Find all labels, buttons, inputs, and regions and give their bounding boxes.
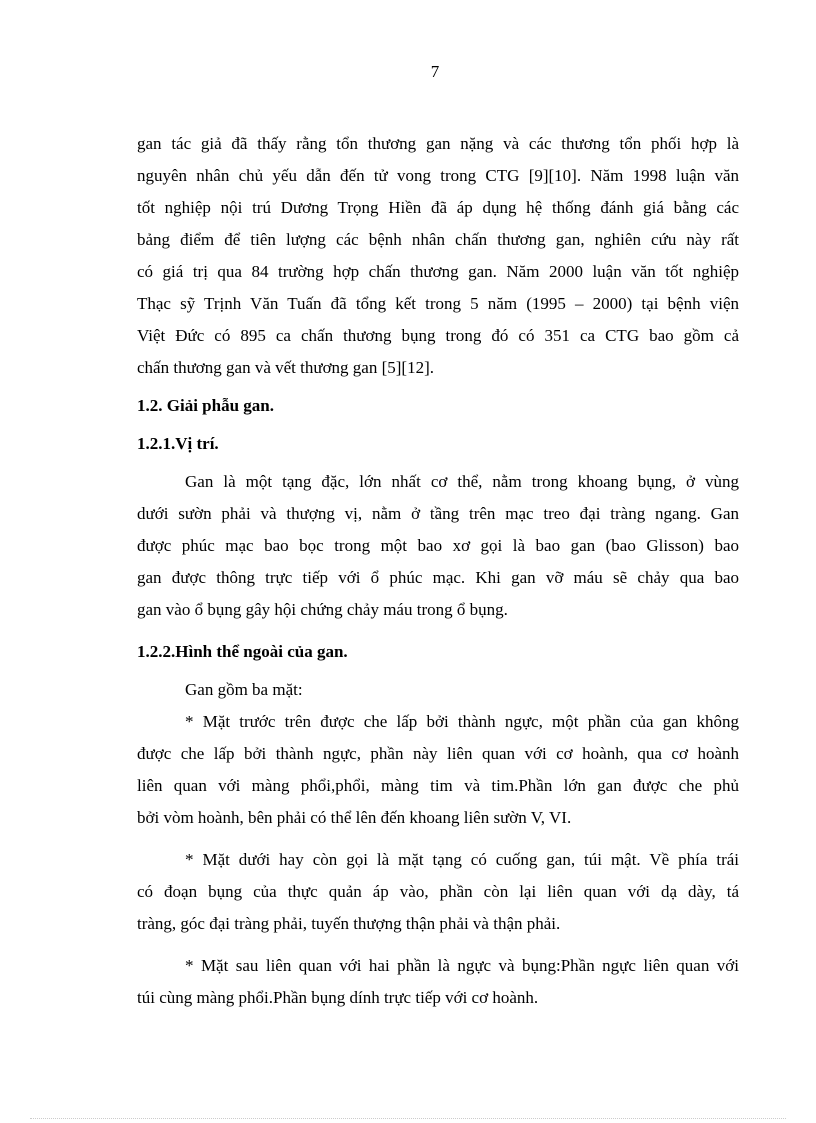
text-line: có giá trị qua 84 trường hợp chấn thương gan. Năm 2000 luận văn tốt nghiệp — [137, 262, 739, 281]
text-line: Việt Đức có 895 ca chấn thương bụng trong đó có 351 ca CTG bao gồm cả — [137, 326, 739, 345]
text-line: nguyên nhân chủ yếu dẫn đến tử vong trong CTG [9][10]. Năm 1998 luận văn — [137, 166, 739, 185]
text-line: liên quan với màng phổi,phổi, màng tim và tim.Phần lớn gan được che phủ — [137, 776, 739, 795]
text-line: Gan là một tạng đặc, lớn nhất cơ thể, nằm trong khoang bụng, ở vùng — [185, 472, 739, 491]
text-line: chấn thương gan và vết thương gan [5][12]. — [137, 358, 434, 377]
text-line: gan vào ổ bụng gây hội chứng chảy máu trong ổ bụng. — [137, 600, 508, 619]
footer-divider — [30, 1118, 786, 1119]
text-line: bảng điểm để tiên lượng các bệnh nhân chấn thương gan, nghiên cứu này rất — [137, 230, 739, 249]
text-line: * Mặt dưới hay còn gọi là mặt tạng có cuống gan, túi mật. Về phía trái — [185, 850, 739, 869]
text-line: tràng, góc đại tràng phải, tuyến thượng thận phải và thận phải. — [137, 914, 561, 933]
paragraph-intro: Gan gồm ba mặt: — [185, 680, 303, 699]
text-line: tốt nghiệp nội trú Dương Trọng Hiền đã áp dụng hệ thống đánh giá bằng các — [137, 198, 739, 217]
text-line: bởi vòm hoành, bên phải có thể lên đến khoang liên sườn V, VI. — [137, 808, 572, 827]
text-line: được che lấp bởi thành ngực, phần này liên quan với cơ hoành, qua cơ hoành — [137, 744, 739, 763]
subsection-heading-external-shape: 1.2.2.Hình thể ngoài của gan. — [137, 642, 348, 661]
paragraph-position — [137, 466, 739, 626]
text-line: gan tác giả đã thấy rằng tổn thương gan nặng và các thương tổn phối hợp là — [137, 134, 739, 153]
text-line: gan được thông trực tiếp với ổ phúc mạc. Khi gan vỡ máu sẽ chảy qua bao — [137, 568, 739, 587]
page-number: 7 — [430, 62, 440, 81]
section-heading-anatomy: 1.2. Giải phẫu gan. — [137, 396, 274, 415]
text-line: túi cùng màng phổi.Phần bụng dính trực tiếp với cơ hoành. — [137, 988, 539, 1007]
paragraph-back-face — [137, 950, 739, 1014]
text-line: có đoạn bụng của thực quản áp vào, phần còn lại liên quan với dạ dày, tá — [137, 882, 739, 901]
paragraph-front-face — [137, 706, 739, 834]
text-line: được phúc mạc bao bọc trong một bao xơ gọi là bao gan (bao Glisson) bao — [137, 536, 739, 555]
subsection-heading-position: 1.2.1.Vị trí. — [137, 434, 219, 453]
text-line: dưới sườn phải và thượng vị, nằm ở tầng trên mạc treo đại tràng ngang. Gan — [137, 504, 739, 523]
document-body — [137, 128, 739, 1014]
text-line: * Mặt trước trên được che lấp bởi thành ngực, một phần của gan không — [185, 712, 739, 731]
text-line: Thạc sỹ Trịnh Văn Tuấn đã tổng kết trong 5 năm (1995 – 2000) tại bệnh viện — [137, 294, 739, 313]
paragraph-lower-face — [137, 844, 739, 940]
paragraph-history — [137, 128, 739, 384]
text-line: * Mặt sau liên quan với hai phần là ngực và bụng:Phần ngực liên quan với — [185, 956, 739, 975]
